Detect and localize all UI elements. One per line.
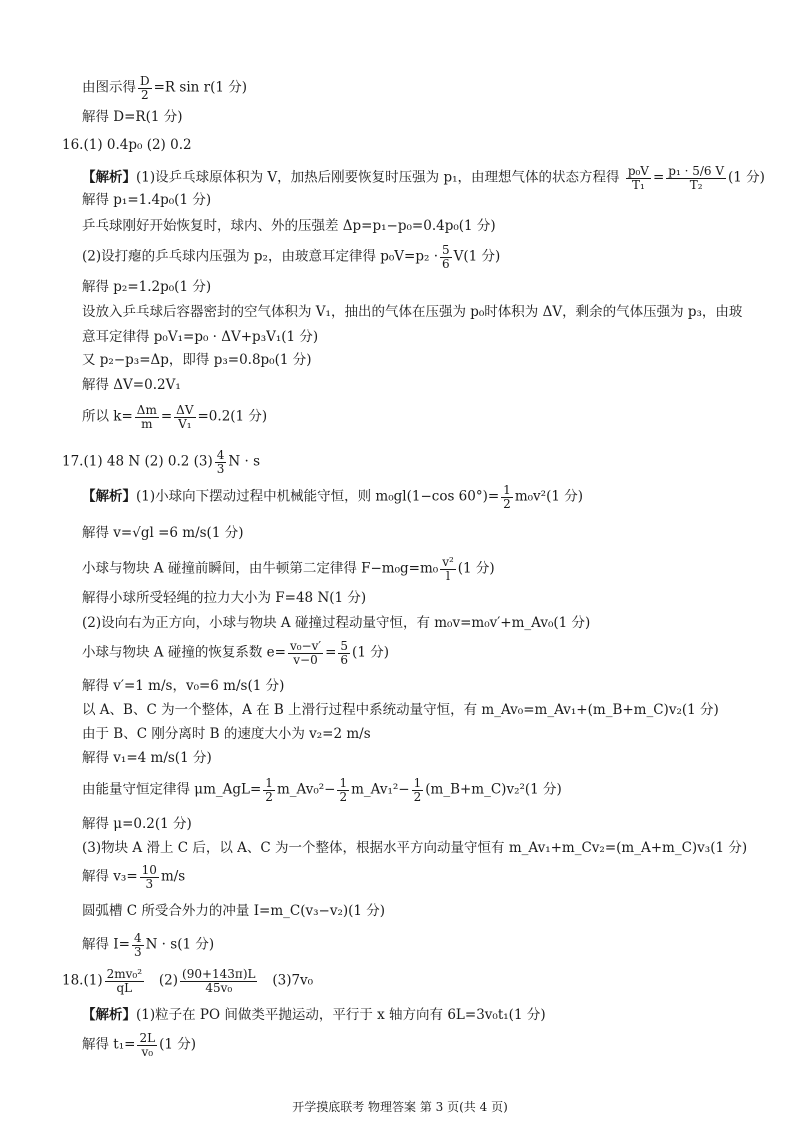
fraction-numerator: 2mv₀²: [106, 967, 143, 981]
fraction: [412, 777, 424, 803]
text-span: 由图示得: [82, 79, 136, 96]
text-span: V(1 分): [453, 248, 501, 265]
text-span: (1)粒子在 PO 间做类平抛运动，平行于 x 轴方向有 6L=3v₀t₁(1 分): [136, 1007, 546, 1023]
fraction-denominator: 2: [339, 789, 348, 804]
text-span: m₀v²(1 分): [514, 488, 583, 505]
fraction-numerator: 1: [413, 776, 422, 790]
text-span: (1)小球向下摆动过程中机械能守恒，则 m₀gl(1−cos 60°)=: [136, 488, 500, 505]
fraction: [501, 484, 513, 510]
fraction: [337, 777, 349, 803]
text-line: [82, 592, 366, 606]
text-line: [82, 220, 496, 234]
text-span: =0.2(1 分): [197, 408, 268, 425]
fraction: [288, 640, 323, 666]
fraction-denominator: 45v₀: [205, 980, 233, 995]
text-line: [82, 932, 214, 958]
text-span: (1 分): [352, 644, 389, 661]
fraction: [140, 864, 159, 890]
text-span: 解得 v=√gl =6 m/s(1 分): [82, 525, 244, 541]
text-span: 由能量守恒定律得 μm_AgL=: [82, 781, 262, 798]
text-line: [82, 354, 312, 368]
text-span: N · s(1 分): [145, 936, 215, 953]
text-line: [82, 1009, 546, 1023]
fraction-numerator: 10: [141, 863, 157, 877]
text-span: (3)物块 A 滑上 C 后，以 A、C 为一个整体，根据水平方向动量守恒有 m_Av₁+m_Cv₂=(m_A+m_C)v₃(1 分): [82, 840, 748, 856]
fraction-numerator: v²: [442, 555, 454, 569]
text-line: [82, 818, 192, 832]
text-line: [82, 1032, 196, 1058]
text-line: [82, 680, 284, 694]
analysis-label: 【解析】: [82, 169, 136, 186]
fraction-numerator: 4: [133, 931, 142, 945]
text-span: (1 分): [728, 169, 765, 186]
fraction-numerator: 1: [265, 776, 273, 790]
text-span: 解得 p₁=1.4p₀(1 分): [82, 192, 212, 208]
text-span: 解得 v₁=4 m/s(1 分): [82, 750, 212, 766]
fraction-denominator: 6: [442, 256, 450, 271]
fraction-denominator: 2: [503, 496, 511, 511]
question-16-answers: [62, 139, 192, 153]
fraction: [215, 449, 227, 475]
text-span: m_Av₁²−: [351, 781, 410, 798]
page-footer: 开学摸底联考 物理答案 第 3 页(共 4 页): [292, 1100, 508, 1114]
text-span: 18.(1): [62, 972, 103, 989]
fraction-numerator: 5: [442, 243, 450, 257]
text-line: [82, 752, 212, 766]
text-line: [82, 244, 500, 270]
text-span: (2)设向右为正方向，小球与物块 A 碰撞过程动量守恒，有 m₀v=m₀v′+m_Av₀(1 分): [82, 615, 591, 631]
fraction: [138, 75, 152, 101]
text-span: (2)设打瘪的乒乓球内压强为 p₂，由玻意耳定律得 p₀V=p₂ ·: [82, 248, 439, 265]
text-line: [82, 331, 318, 345]
text-span: (1 分): [457, 560, 495, 577]
fraction: [666, 165, 726, 191]
fraction-denominator: m: [141, 416, 153, 431]
text-span: 解得 v′=1 m/s，v₀=6 m/s(1 分): [82, 678, 285, 694]
text-span: 意耳定律得 p₀V₁=p₀ · ΔV+p₃V₁(1 分): [82, 329, 319, 345]
text-span: 解得 D=R(1 分): [82, 109, 183, 125]
text-line: [82, 194, 211, 208]
text-span: 解得 t₁=: [82, 1036, 136, 1053]
fraction-numerator: p₁ · 5/6 V: [668, 164, 725, 178]
text-span: 解得 v₃=: [82, 868, 138, 885]
text-span: 又 p₂−p₃=Δp，即得 p₃=0.8p₀(1 分): [82, 352, 312, 368]
question-18-answers: [62, 968, 313, 994]
fraction: [132, 932, 144, 958]
fraction: [440, 556, 456, 582]
text-line: [82, 111, 183, 125]
text-line: [82, 75, 247, 101]
fraction-denominator: 2: [140, 87, 149, 102]
fraction-denominator: 3: [216, 461, 225, 476]
text-span: (m_B+m_C)v₂²(1 分): [425, 781, 562, 798]
text-span: N · s: [228, 453, 261, 470]
text-line: [82, 556, 495, 582]
text-line: [82, 842, 747, 856]
text-span: 解得 μ=0.2(1 分): [82, 816, 192, 832]
text-span: 由于 B、C 刚分离时 B 的速度大小为 v₂=2 m/s: [82, 726, 371, 742]
fraction-denominator: v−0: [293, 652, 318, 667]
fraction-numerator: D: [140, 74, 150, 88]
text-span: =: [325, 644, 337, 661]
text-span: =: [160, 408, 173, 425]
fraction: [440, 244, 452, 270]
text-line: [82, 281, 211, 295]
fraction-denominator: V₁: [178, 416, 192, 431]
text-line: [82, 379, 181, 393]
text-span: 圆弧槽 C 所受合外力的冲量 I=m_C(v₃−v₂)(1 分): [82, 903, 386, 919]
text-line: [82, 527, 243, 541]
fraction-denominator: 3: [133, 944, 142, 959]
text-span: (3)7v₀: [272, 972, 314, 989]
text-line: [82, 905, 385, 919]
fraction: [263, 777, 275, 803]
fraction-denominator: qL: [116, 980, 133, 995]
fraction-denominator: T₁: [631, 177, 645, 192]
fraction-denominator: 2: [265, 789, 273, 804]
text-span: 所以 k=: [82, 408, 133, 425]
fraction: [135, 404, 159, 430]
text-span: 解得 I=: [82, 936, 130, 953]
question-17-answers: [62, 449, 260, 475]
fraction: [626, 165, 651, 191]
fraction-denominator: l: [446, 568, 450, 583]
fraction-numerator: p₀V: [627, 164, 649, 178]
text-line: [82, 777, 562, 803]
text-span: 16.(1) 0.4p₀ (2) 0.2: [62, 137, 192, 153]
fraction-numerator: Δm: [136, 403, 157, 417]
text-span: m/s: [160, 868, 186, 885]
fraction-numerator: v₀−v′: [289, 639, 322, 653]
text-span: 解得小球所受轻绳的拉力大小为 F=48 N(1 分): [82, 590, 367, 606]
text-span: 小球与物块 A 碰撞的恢复系数 e=: [82, 644, 286, 661]
fraction-numerator: 5: [340, 639, 349, 653]
text-span: 小球与物块 A 碰撞前瞬间，由牛顿第二定律得 F−m₀g=m₀: [82, 560, 439, 577]
fraction-numerator: ΔV: [176, 403, 194, 417]
fraction: [180, 968, 257, 994]
fraction-denominator: 3: [145, 876, 154, 891]
fraction-denominator: v₀: [141, 1044, 154, 1059]
fraction-denominator: 2: [413, 789, 422, 804]
fraction: [174, 404, 195, 430]
text-span: =R sin r(1 分): [153, 79, 247, 96]
text-line: [82, 484, 583, 510]
text-line: 【解析】(1)设乒乓球原体积为 V，加热后刚要恢复时压强为 p₁，由理想气体的状态方程得 $\frac{\text{p₀V}}{\text{T₁}}$ = $\frac{\text{p₁ · 5/6 V}}{\text{T₂}}$ (1 分): [82, 164, 765, 192]
analysis-label: 【解析】: [82, 488, 136, 505]
text-line: [82, 864, 185, 890]
fraction: [338, 640, 350, 666]
text-span: 解得 ΔV=0.2V₁: [82, 377, 181, 393]
text-span: (1)设乒乓球原体积为 V，加热后刚要恢复时压强为 p₁，由理想气体的状态方程得: [136, 169, 620, 186]
fraction: [137, 1032, 157, 1058]
text-line: [82, 404, 267, 430]
text-line: [82, 640, 389, 666]
text-line: [82, 728, 371, 742]
fraction-numerator: (90+143π)L: [182, 967, 256, 981]
fraction-numerator: 1: [339, 776, 348, 790]
text-span: (1 分): [159, 1036, 196, 1053]
fraction-numerator: 1: [503, 483, 511, 497]
text-line: [82, 306, 742, 320]
text-span: 17.(1) 48 N (2) 0.2 (3): [62, 453, 213, 470]
fraction-numerator: 4: [216, 448, 225, 462]
text-line: [82, 617, 590, 631]
text-span: 解得 p₂=1.2p₀(1 分): [82, 279, 212, 295]
text-span: 以 A、B、C 为一个整体，A 在 B 上滑行过程中系统动量守恒，有 m_Av₀=m_Av₁+(m_B+m_C)v₂(1 分): [82, 702, 719, 718]
fraction: [105, 968, 144, 994]
text-span: 乒乓球刚好开始恢复时，球内、外的压强差 Δp=p₁−p₀=0.4p₀(1 分): [82, 218, 496, 234]
text-line: [82, 704, 719, 718]
fraction-numerator: 2L: [139, 1031, 156, 1045]
text-span: m_Av₀²−: [276, 781, 336, 798]
text-span: (2): [158, 972, 179, 989]
text-span: 设放入乒乓球后容器密封的空气体积为 V₁，抽出的气体在压强为 p₀时体积为 ΔV，剩余的气体压强为 p₃，由玻: [82, 304, 743, 320]
analysis-label: 【解析】: [82, 1007, 136, 1023]
fraction-denominator: 6: [340, 652, 349, 667]
fraction-denominator: T₂: [689, 177, 703, 192]
